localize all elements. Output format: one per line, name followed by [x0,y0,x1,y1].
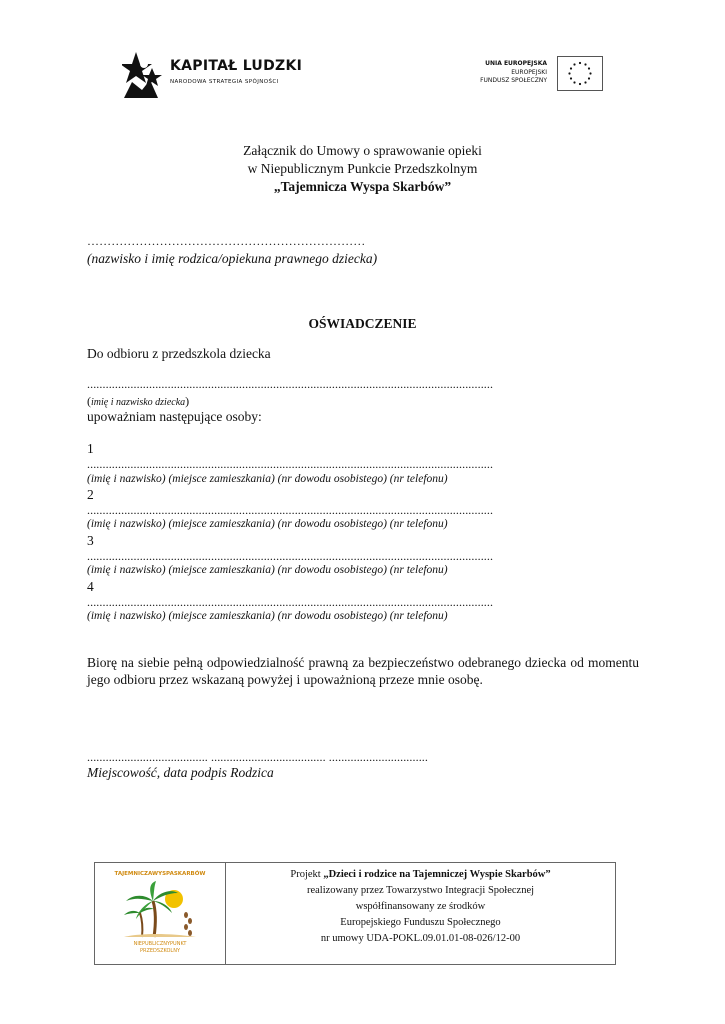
person-label: (imię i nazwisko) (miejsce zamieszkania) (nr dowodu osobistego) (nr telefonu) [87,564,448,576]
person-dots: ................................................................................................................................... [87,457,494,471]
title-line-3: „Tajemnicza Wyspa Skarbów” [273,179,452,194]
tajemnicza-wyspa-logo [103,869,217,959]
signature-dots: ....................................... ..................................... ................................ [87,750,428,764]
person-number: 4 [87,579,94,594]
footer-logo-bottom-text-1: NIEPUBLICZNYPUNKT [133,941,187,947]
footer-line-5: nr umowy UDA-POKL.09.01.01-08-026/12-00 [320,933,521,944]
footer-line-1: Projekt „Dzieci i rodzice na Tajemniczej Wyspie Skarbów” [290,869,551,880]
footer-line-4: Europejskiego Funduszu Społecznego [340,917,501,928]
person-label: (imię i nazwisko) (miejsce zamieszkania) (nr dowodu osobistego) (nr telefonu) [87,610,448,622]
footer-line-3: współfinansowany ze środków [355,901,486,912]
person-dots: ................................................................................................................................... [87,549,494,563]
eu-logo-line1: UNIA EUROPEJSKA [485,60,547,67]
eu-logo-text [480,60,547,86]
declaration-heading: OŚWIADCZENIE [308,316,417,331]
person-number: 1 [87,441,94,456]
person-dots: ................................................................................................................................... [87,595,494,609]
palm-tree-icon [120,879,200,939]
kapital-ludzki-subtitle: NARODOWA STRATEGIA SPÓJNOŚCI [170,79,279,85]
eu-logo-line2: EUROPEJSKI [511,68,547,76]
responsibility-text: Biorę na siebie pełną odpowiedzialność prawną za bezpieczeństwo odebranego dziecka od momentu jego odbioru przez wskazaną powyżej i upoważnioną przeze mnie osobę. [87,655,639,687]
footer-line-2: realizowany przez Towarzystwo Integracji Społecznej [306,885,535,896]
signature-label: Miejscowość, data podpis Rodzica [87,765,274,780]
kapital-ludzki-logo [122,50,302,100]
footer-project-text [226,867,615,947]
footer-logo-bottom-text-2: PRZEDSZKOLNY [139,948,181,954]
person-label: (imię i nazwisko) (miejsce zamieszkania) (nr dowodu osobistego) (nr telefonu) [87,518,448,530]
footer-project-box [94,862,616,965]
authorize-text: upoważniam następujące osoby: [87,409,262,424]
person-label: (imię i nazwisko) (miejsce zamieszkania) (nr dowodu osobistego) (nr telefonu) [87,473,448,485]
kapital-ludzki-emblem-icon [122,50,166,100]
kapital-ludzki-title: KAPITAŁ LUDZKI [170,58,303,74]
eu-flag-icon [557,56,603,91]
person-dots: ................................................................................................................................... [87,503,494,517]
person-number: 3 [87,533,94,548]
eu-logo-line3: FUNDUSZ SPOŁECZNY [480,77,547,84]
person-number: 2 [87,487,94,502]
title-line-1: Załącznik do Umowy o sprawowanie opieki [243,143,482,158]
child-name-dots: ................................................................................................................................... [87,377,494,391]
footer-logo-top-text: TAJEMNICZAWYSPASKARBÓW [114,871,206,877]
parent-name-label: (nazwisko i imię rodzica/opiekuna prawnego dziecka) [87,251,378,266]
eu-efs-logo [472,56,602,90]
declaration-intro: Do odbioru z przedszkola dziecka [87,346,271,361]
child-name-label: (imię i nazwisko dziecka) [87,394,190,408]
title-line-2: w Niepublicznym Punkcie Przedszkolnym [247,161,478,176]
parent-name-dots: …………………………………………………………… [87,234,366,248]
